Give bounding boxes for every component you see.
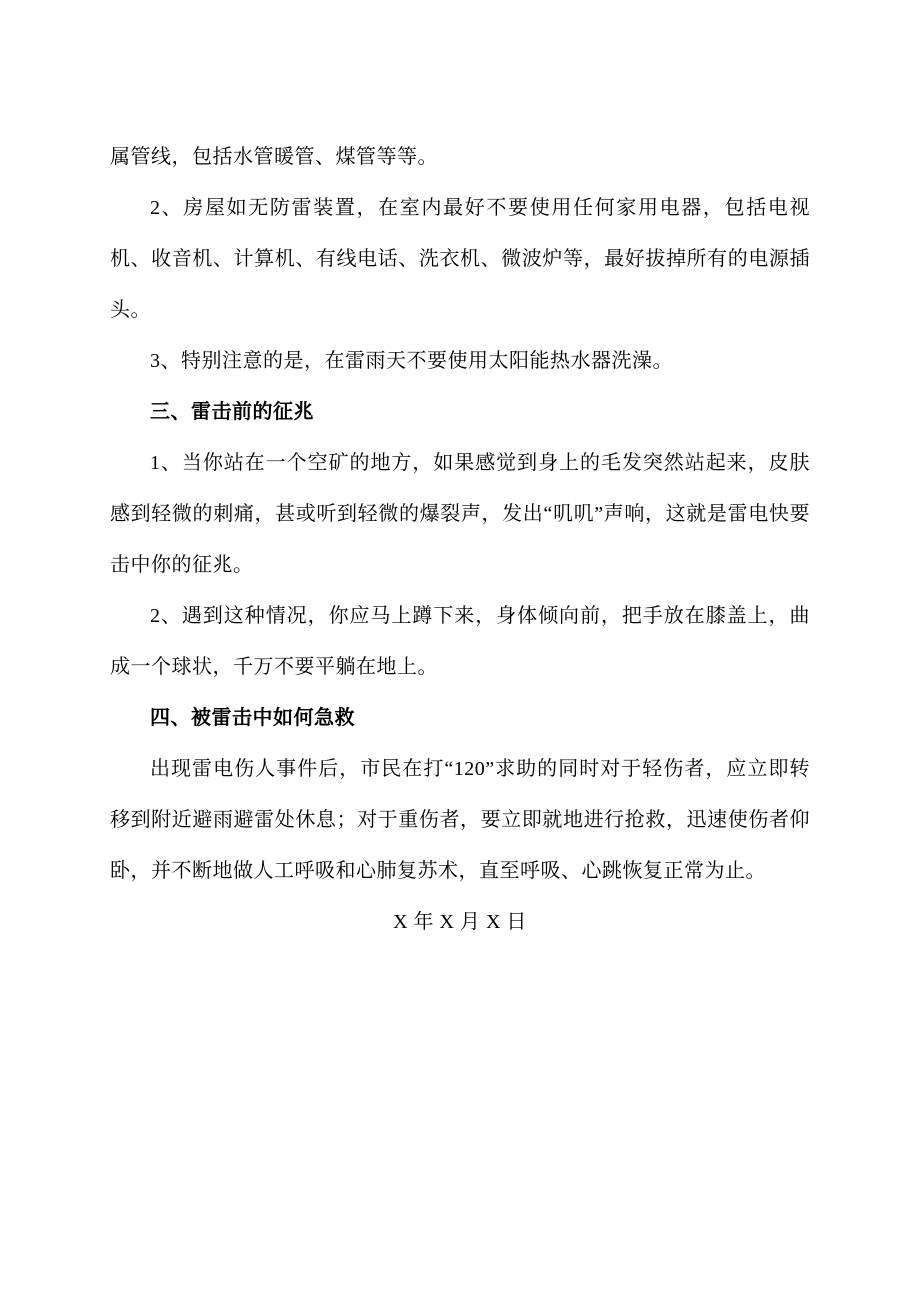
paragraph-list-item-2: 2、房屋如无防雷装置，在室内最好不要使用任何家用电器，包括电视机、收音机、计算机、有线电话、洗衣机、微波炉等，最好拔掉所有的电源插头。	[110, 197, 810, 321]
paragraph-list-item-3: 3、特别注意的是，在雷雨天不要使用太阳能热水器洗澡。	[150, 350, 673, 372]
section-heading-4: 四、被雷击中如何急救	[150, 707, 355, 729]
paragraph-rescue: 出现雷电伤人事件后，市民在打“120”求助的同时对于轻伤者，应立即转移到附近避雨避雷处休息；对于重伤者，要立即就地进行抢救，迅速使伤者仰卧，并不断地做人工呼吸和心肺复苏术，直至呼吸、心跳恢复正常为止。	[110, 758, 810, 882]
date-line: X 年 X 月 X 日	[393, 911, 527, 933]
paragraph-continuation: 属管线，包括水管暖管、煤管等等。	[110, 146, 438, 168]
paragraph-list-item-1b: 1、当你站在一个空矿的地方，如果感觉到身上的毛发突然站起来，皮肤感到轻微的刺痛，甚或听到轻微的爆裂声，发出“叽叽”声响，这就是雷电快要击中你的征兆。	[110, 452, 810, 576]
section-heading-3: 三、雷击前的征兆	[150, 401, 314, 423]
paragraph-list-item-2b: 2、遇到这种情况，你应马上蹲下来，身体倾向前，把手放在膝盖上，曲成一个球状，千万不要平躺在地上。	[110, 605, 810, 678]
